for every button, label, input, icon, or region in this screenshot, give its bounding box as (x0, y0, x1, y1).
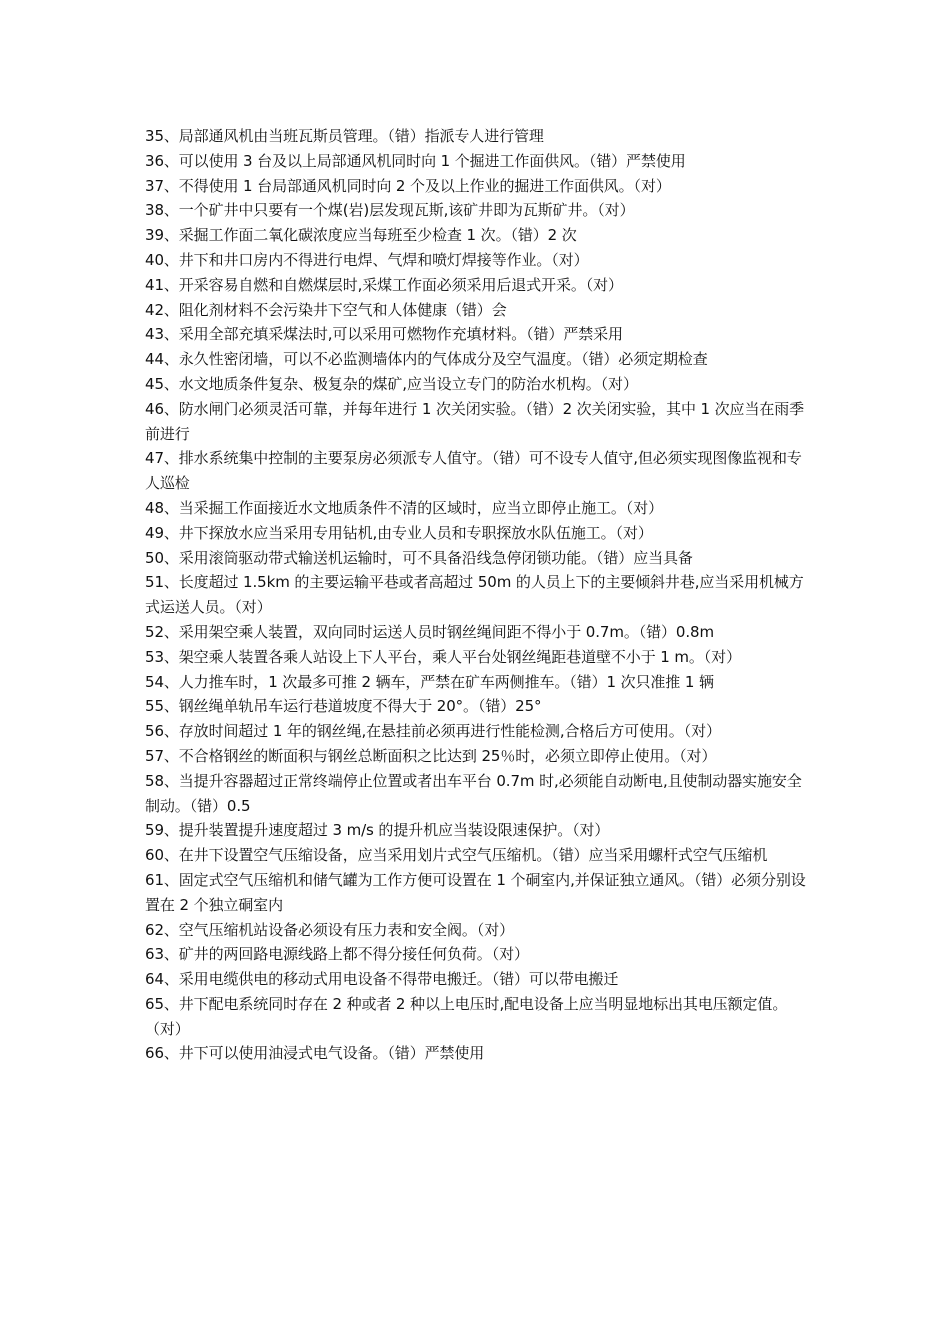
list-item-54: 54、人力推车时，1 次最多可推 2 辆车，严禁在矿车两侧推车。（错）1 次只准推 1 辆 (145, 672, 714, 691)
list-item-56: 56、存放时间超过 1 年的钢丝绳,在悬挂前必须再进行性能检测,合格后方可使用。（对） (145, 722, 721, 741)
list-item-64: 64、采用电缆供电的移动式用电设备不得带电搬迁。（错）可以带电搬迁 (145, 970, 619, 989)
list-item-55: 55、钢丝绳单轨吊车运行巷道坡度不得大于 20°。（错）25° (145, 697, 542, 716)
list-item-45: 45、水文地质条件复杂、极复杂的煤矿,应当设立专门的防治水机构。（对） (145, 374, 638, 393)
list-item-43: 43、采用全部充填采煤法时,可以采用可燃物作充填材料。（错）严禁采用 (145, 325, 623, 344)
list-item-46: 46、防水闸门必须灵活可靠，并每年进行 1 次关闭实验。（错）2 次关闭实验，其中 1 次应当在雨季前进行 (145, 399, 805, 443)
list-item-44: 44、永久性密闭墙，可以不必监测墙体内的气体成分及空气温度。（错）必须定期检查 (145, 350, 708, 369)
question-list (145, 124, 810, 1066)
list-item-41: 41、开采容易自燃和自燃煤层时,采煤工作面必须采用后退式开采。（对） (145, 275, 623, 294)
list-item-58: 58、当提升容器超过正常终端停止位置或者出车平台 0.7m 时,必须能自动断电,且使制动器实施安全制动。（错）0.5 (145, 771, 802, 815)
list-item-38: 38、一个矿井中只要有一个煤(岩)层发现瓦斯,该矿井即为瓦斯矿井。（对） (145, 201, 635, 220)
list-item-66: 66、井下可以使用油浸式电气设备。（错）严禁使用 (145, 1044, 485, 1063)
list-item-63: 63、矿井的两回路电源线路上都不得分接任何负荷。（对） (145, 945, 529, 964)
list-item-49: 49、井下探放水应当采用专用钻机,由专业人员和专职探放水队伍施工。（对） (145, 523, 653, 542)
list-item-51: 51、长度超过 1.5km 的主要运输平巷或者高超过 50m 的人员上下的主要倾斜井巷,应当采用机械方式运送人员。（对） (145, 573, 804, 617)
list-item-62: 62、空气压缩机站设备必须设有压力表和安全阀。（对） (145, 920, 514, 939)
list-item-35: 35、局部通风机由当班瓦斯员管理。（错）指派专人进行管理 (145, 127, 544, 145)
list-item-53: 53、架空乘人装置各乘人站设上下人平台，乘人平台处钢丝绳距巷道壁不小于 1 m。（对） (145, 647, 741, 666)
list-item-48: 48、当采掘工作面接近水文地质条件不清的区域时，应当立即停止施工。（对） (145, 498, 663, 517)
list-item-52: 52、采用架空乘人装置，双向同时运送人员时钢丝绳间距不得小于 0.7m。（错）0.8m (145, 622, 714, 641)
list-item-36: 36、可以使用 3 台及以上局部通风机同时向 1 个掘进工作面供风。（错）严禁使用 (145, 151, 686, 170)
list-item-50: 50、采用滚筒驱动带式输送机运输时，可不具备沿线急停闭锁功能。（错）应当具备 (145, 548, 693, 567)
list-item-39: 39、采掘工作面二氧化碳浓度应当每班至少检查 1 次。（错）2 次 (145, 226, 577, 245)
list-item-60: 60、在井下设置空气压缩设备，应当采用划片式空气压缩机。（错）应当采用螺杆式空气压缩机 (145, 846, 768, 865)
list-item-61: 61、固定式空气压缩机和储气罐为工作方便可设置在 1 个硐室内,并保证独立通风。（错）必须分别设置在 2 个独立硐室内 (145, 870, 806, 914)
list-item-37: 37、不得使用 1 台局部通风机同时向 2 个及以上作业的掘进工作面供风。（对） (145, 176, 671, 195)
list-item-57: 57、不合格钢丝的断面积与钢丝总断面积之比达到 25％时，必须立即停止使用。（对） (145, 746, 717, 765)
list-item-42: 42、阻化剂材料不会污染井下空气和人体健康（错）会 (145, 300, 507, 319)
list-item-65: 65、井下配电系统同时存在 2 种或者 2 种以上电压时,配电设备上应当明显地标出其电压额定值。（对） (145, 994, 788, 1038)
list-item-40: 40、井下和井口房内不得进行电焊、气焊和喷灯焊接等作业。（对） (145, 250, 589, 269)
list-item-59: 59、提升装置提升速度超过 3 m/s 的提升机应当装设限速保护。（对） (145, 821, 610, 840)
list-item-47: 47、排水系统集中控制的主要泵房必须派专人值守。（错）可不设专人值守,但必须实现图像监视和专人巡检 (145, 449, 802, 493)
